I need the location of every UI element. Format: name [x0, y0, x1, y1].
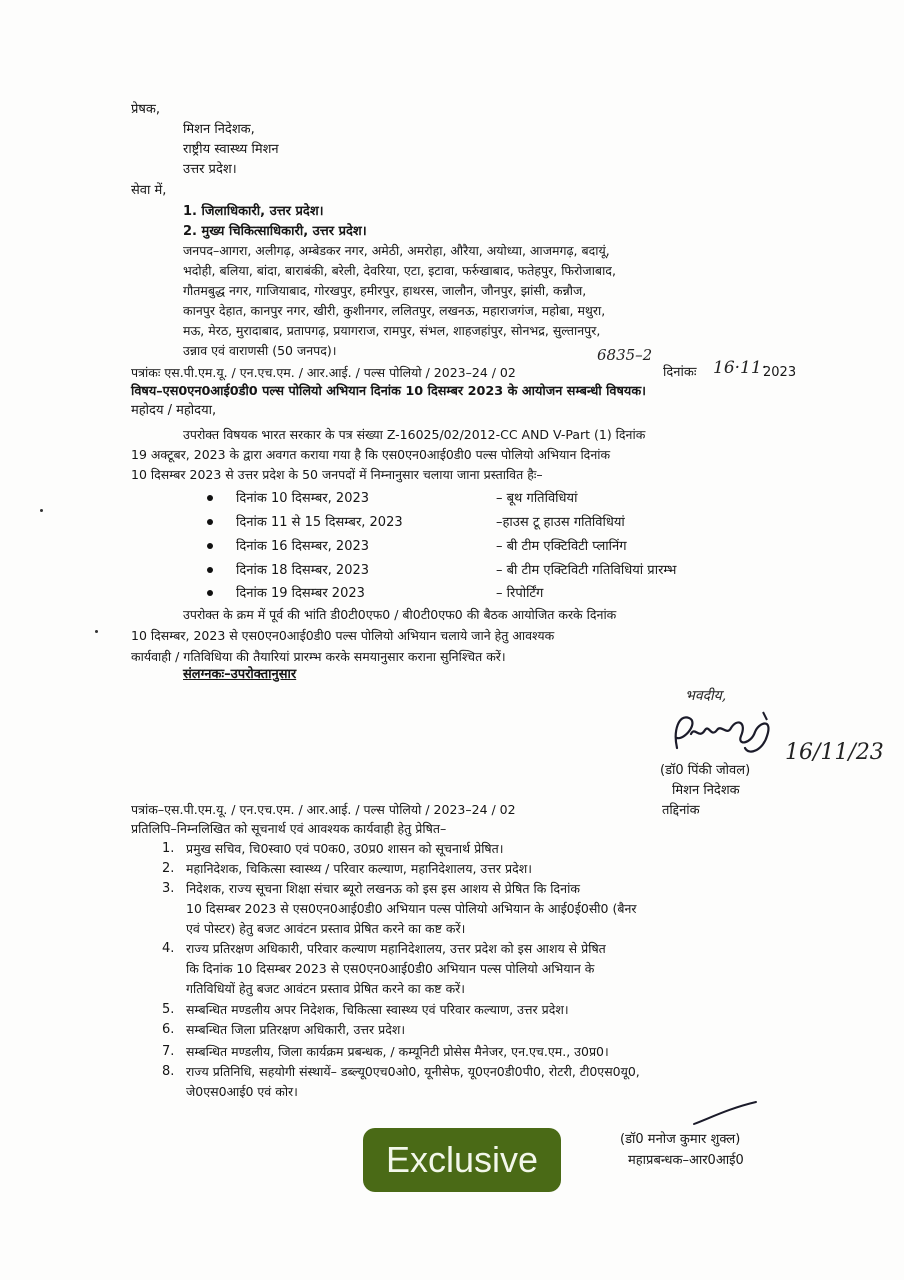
bullet-icon — [207, 519, 213, 525]
salutation: महोदय / महोदया, — [131, 403, 217, 418]
subject: विषय–एस0एन0आई0डी0 पल्स पोलियो अभियान दिनांक 10 दिसम्बर 2023 के आयोजन सम्बन्धी विषयक। — [131, 384, 647, 399]
copy-line: एवं पोस्टर) हेतु बजट आवंटन प्रस्ताव प्रेषित करने का कष्ट करें। — [186, 921, 466, 936]
enclosure: संलग्नकः–उपरोक्तानुसार — [183, 667, 297, 682]
districts-line: जनपद–आगरा, अलीगढ़, अम्बेडकर नगर, अमेठी, अमरोहा, औरैया, अयोध्या, आजमगढ़, बदायूं, — [183, 243, 610, 258]
schedule-activity: – रिपोर्टिंग — [496, 586, 544, 601]
date-year: 2023 — [763, 365, 797, 380]
signoff: भवदीय, — [685, 688, 727, 704]
districts-line: मऊ, मेरठ, मुरादाबाद, प्रतापगढ़, प्रयागराज, रामपुर, संभल, शाहजहांपुर, सोनभद्र, सुल्तानपुर, — [183, 323, 601, 338]
bullet-icon — [207, 567, 213, 573]
signature-mark — [690, 1098, 760, 1128]
copy-ref: पत्रांक–एस.पी.एम.यू. / एन.एच.एम. / आर.आई. / पल्स पोलियो / 2023–24 / 02 — [131, 802, 516, 817]
copy-num: 6. — [162, 1022, 175, 1037]
recipients-label: सेवा में, — [131, 183, 167, 198]
copy-line: निदेशक, राज्य सूचना शिक्षा संचार ब्यूरो लखनऊ को इस इस आशय से प्रेषित कि दिनांक — [186, 881, 580, 896]
badge-label: Exclusive — [385, 1139, 539, 1180]
schedule-activity: – बी टीम एक्टिविटी प्लानिंग — [496, 539, 627, 554]
stray-mark — [40, 509, 43, 512]
copy-line: राज्य प्रतिरक्षण अधिकारी, परिवार कल्याण महानिदेशालय, उत्तर प्रदेश को इस आशय से प्रेषित — [186, 941, 606, 956]
districts-line: भदोही, बलिया, बांदा, बाराबंकी, बरेली, देवरिया, एटा, इटावा, फर्रुखाबाद, फतेहपुर, फिरोजाबाद, — [183, 263, 616, 278]
copy-line: सम्बन्धित मण्डलीय अपर निदेशक, चिकित्सा स्वास्थ्य एवं परिवार कल्याण, उत्तर प्रदेश। — [186, 1002, 569, 1017]
schedule-date: दिनांक 19 दिसम्बर 2023 — [236, 586, 365, 601]
copy-line: कि दिनांक 10 दिसम्बर 2023 से एस0एन0आई0डी0 अभियान पल्स पोलियो अभियान के — [186, 961, 595, 976]
recipient-line: 1. जिलाधिकारी, उत्तर प्रदेश। — [183, 204, 324, 219]
paragraph-line: 10 दिसम्बर 2023 से उत्तर प्रदेश के 50 जनपदों में निम्नानुसार चलाया जाना प्रस्तावित हैः– — [131, 467, 543, 482]
signature-date: 16/11/23 — [785, 740, 884, 765]
paragraph-line: उपरोक्त के क्रम में पूर्व की भांति डी0टी0एफ0 / बी0टी0एफ0 की बैठक आयोजित करके दिनांक — [183, 607, 617, 622]
letter-ref: पत्रांकः एस.पी.एम.यू. / एन.एच.एम. / आर.आई. / पल्स पोलियो / 2023–24 / 02 — [131, 365, 516, 380]
sender-line: मिशन निदेशक, — [183, 122, 255, 137]
bullet-icon — [207, 590, 213, 596]
districts-line: गौतमबुद्ध नगर, गाजियाबाद, गोरखपुर, हमीरपुर, हाथरस, जालौन, जौनपुर, झांसी, कन्नौज, — [183, 283, 587, 298]
handwritten-number: 6835–2 — [597, 346, 653, 364]
copy-num: 4. — [162, 941, 175, 956]
date-label: दिनांकः — [663, 365, 697, 380]
signatory-name: (डॉ0 मनोज कुमार शुक्ल) — [620, 1132, 741, 1147]
schedule-date: दिनांक 18 दिसम्बर, 2023 — [236, 563, 370, 578]
districts-line: उन्नाव एवं वाराणसी (50 जनपद)। — [183, 343, 337, 358]
copy-line: 10 दिसम्बर 2023 से एस0एन0आई0डी0 अभियान पल्स पोलियो अभियान के आई0ई0सी0 (बैनर — [186, 901, 637, 916]
bullet-icon — [207, 495, 213, 501]
sender-line: राष्ट्रीय स्वास्थ्य मिशन — [183, 142, 279, 157]
exclusive-badge — [363, 1128, 561, 1192]
schedule-activity: –हाउस टू हाउस गतिविधियां — [496, 515, 625, 530]
schedule-date: दिनांक 16 दिसम्बर, 2023 — [236, 539, 370, 554]
schedule-activity: – बूथ गतिविधियां — [496, 491, 578, 506]
copy-num: 1. — [162, 841, 175, 856]
copy-intro: प्रतिलिपि–निम्नलिखित को सूचनार्थ एवं आवश्यक कार्यवाही हेतु प्रेषित– — [131, 821, 447, 836]
sender-label: प्रेषक, — [131, 102, 161, 117]
signature-mark — [655, 700, 805, 760]
paragraph-line: 19 अक्टूबर, 2023 के द्वारा अवगत कराया गया है कि एस0एन0आई0डी0 पल्स पोलियो अभियान दिनांक — [131, 447, 611, 462]
districts-line: कानपुर देहात, कानपुर नगर, खीरी, कुशीनगर, ललितपुर, लखनऊ, महाराजगंज, महोबा, मथुरा, — [183, 303, 606, 318]
copy-num: 7. — [162, 1044, 175, 1059]
copy-line: सम्बन्धित मण्डलीय, जिला कार्यक्रम प्रबन्धक, / कम्यूनिटी प्रोसेस मैनेजर, एन.एच.एम., उ0प्र0। — [186, 1044, 609, 1059]
schedule-date: दिनांक 11 से 15 दिसम्बर, 2023 — [236, 515, 403, 530]
copy-line: जे0एस0आई0 एवं कोर। — [186, 1084, 298, 1099]
paragraph-line: उपरोक्त विषयक भारत सरकार के पत्र संख्या Z-16025/02/2012-CC AND V-Part (1) दिनांक — [183, 427, 646, 442]
sender-line: उत्तर प्रदेश। — [183, 162, 237, 177]
copy-num: 2. — [162, 861, 175, 876]
copy-line: सम्बन्धित जिला प्रतिरक्षण अधिकारी, उत्तर प्रदेश। — [186, 1022, 406, 1037]
copy-line: प्रमुख सचिव, चि0स्वा0 एवं प0क0, उ0प्र0 शासन को सूचनार्थ प्रेषित। — [186, 841, 504, 856]
signatory-name: (डॉ0 पिंकी जोवल) — [660, 763, 751, 778]
copy-num: 3. — [162, 881, 175, 896]
copy-num: 5. — [162, 1002, 175, 1017]
schedule-activity: – बी टीम एक्टिविटी गतिविधियां प्रारम्भ — [496, 563, 677, 578]
signatory-title: महाप्रबन्धक–आर0आई0 — [628, 1153, 744, 1168]
bullet-icon — [207, 543, 213, 549]
signatory-title: मिशन निदेशक — [672, 783, 740, 798]
copy-line: राज्य प्रतिनिधि, सहयोगी संस्थायें– डब्ल्यू0एच0ओ0, यूनीसेफ, यू0एन0डी0पी0, रोटरी, टी0एस0यू0, — [186, 1064, 640, 1079]
schedule-date: दिनांक 10 दिसम्बर, 2023 — [236, 491, 370, 506]
paragraph-line: 10 दिसम्बर, 2023 से एस0एन0आई0डी0 पल्स पोलियो अभियान चलाये जाने हेतु आवश्यक — [131, 628, 555, 643]
stray-mark — [95, 630, 98, 633]
copy-line: महानिदेशक, चिकित्सा स्वास्थ्य / परिवार कल्याण, महानिदेशालय, उत्तर प्रदेश। — [186, 861, 532, 876]
paragraph-line: कार्यवाही / गतिविधिया की तैयारियां प्रारम्भ करके समयानुसार कराना सुनिश्चित करें। — [131, 649, 506, 664]
copy-line: गतिविधियों हेतु बजट आवंटन प्रस्ताव प्रेषित करने का कष्ट करें। — [186, 981, 466, 996]
copy-date: तद्दिनांक — [662, 803, 700, 818]
date-handwritten: 16·11· — [713, 358, 768, 378]
copy-num: 8. — [162, 1064, 175, 1079]
recipient-line: 2. मुख्य चिकित्साधिकारी, उत्तर प्रदेश। — [183, 224, 367, 239]
